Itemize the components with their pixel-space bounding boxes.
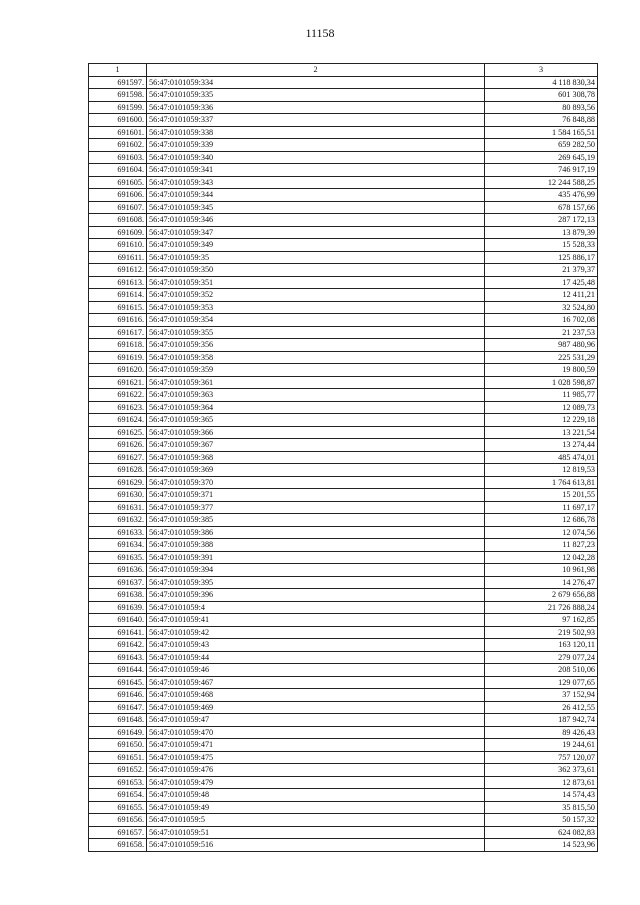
table-row bbox=[89, 376, 598, 389]
cadastral-number-cell: 56:47:0101059:351 bbox=[147, 276, 485, 289]
table-row bbox=[89, 789, 598, 802]
page-number: 11158 bbox=[305, 26, 335, 40]
row-number-cell: 691615. bbox=[89, 301, 147, 314]
row-number-cell: 691613. bbox=[89, 276, 147, 289]
cadastral-value-cell: 50 157,32 bbox=[485, 814, 598, 827]
table-row bbox=[89, 514, 598, 527]
row-number-cell: 691619. bbox=[89, 351, 147, 364]
table-row bbox=[89, 576, 598, 589]
cadastral-number-cell: 56:47:0101059:340 bbox=[147, 151, 485, 164]
table-row bbox=[89, 526, 598, 539]
row-number-cell: 691610. bbox=[89, 239, 147, 252]
cadastral-number-cell: 56:47:0101059:344 bbox=[147, 189, 485, 202]
row-number-cell: 691640. bbox=[89, 614, 147, 627]
table-row bbox=[89, 439, 598, 452]
cadastral-number-cell: 56:47:0101059:371 bbox=[147, 489, 485, 502]
cadastral-value-cell: 13 879,39 bbox=[485, 226, 598, 239]
cadastral-number-cell: 56:47:0101059:4 bbox=[147, 601, 485, 614]
table-row bbox=[89, 801, 598, 814]
cadastral-number-cell: 56:47:0101059:367 bbox=[147, 439, 485, 452]
table-row bbox=[89, 189, 598, 202]
table-row bbox=[89, 326, 598, 339]
cadastral-value-cell: 362 373,61 bbox=[485, 764, 598, 777]
row-number-cell: 691644. bbox=[89, 664, 147, 677]
cadastral-number-cell: 56:47:0101059:391 bbox=[147, 551, 485, 564]
table-row bbox=[89, 164, 598, 177]
row-number-cell: 691612. bbox=[89, 264, 147, 277]
table-row bbox=[89, 814, 598, 827]
cadastral-number-cell: 56:47:0101059:476 bbox=[147, 764, 485, 777]
cadastral-number-cell: 56:47:0101059:470 bbox=[147, 726, 485, 739]
cadastral-value-cell: 32 524,80 bbox=[485, 301, 598, 314]
cadastral-value-table bbox=[88, 63, 598, 852]
cadastral-number-cell: 56:47:0101059:479 bbox=[147, 776, 485, 789]
cadastral-value-cell: 11 985,77 bbox=[485, 389, 598, 402]
cadastral-number-cell: 56:47:0101059:44 bbox=[147, 651, 485, 664]
cadastral-value-cell: 208 510,06 bbox=[485, 664, 598, 677]
cadastral-number-cell: 56:47:0101059:334 bbox=[147, 76, 485, 89]
table-row bbox=[89, 389, 598, 402]
row-number-cell: 691611. bbox=[89, 251, 147, 264]
cadastral-number-cell: 56:47:0101059:337 bbox=[147, 114, 485, 127]
cadastral-number-cell: 56:47:0101059:471 bbox=[147, 739, 485, 752]
cadastral-number-cell: 56:47:0101059:388 bbox=[147, 539, 485, 552]
table-row bbox=[89, 501, 598, 514]
table-row bbox=[89, 476, 598, 489]
table-row bbox=[89, 639, 598, 652]
cadastral-value-cell: 12 074,56 bbox=[485, 526, 598, 539]
cadastral-number-cell: 56:47:0101059:468 bbox=[147, 689, 485, 702]
cadastral-number-cell: 56:47:0101059:335 bbox=[147, 89, 485, 102]
table-row bbox=[89, 714, 598, 727]
table-row bbox=[89, 701, 598, 714]
cadastral-value-cell: 219 502,93 bbox=[485, 626, 598, 639]
cadastral-value-cell: 12 686,78 bbox=[485, 514, 598, 527]
cadastral-number-cell: 56:47:0101059:336 bbox=[147, 101, 485, 114]
row-number-cell: 691606. bbox=[89, 189, 147, 202]
cadastral-value-cell: 21 237,53 bbox=[485, 326, 598, 339]
table-row bbox=[89, 689, 598, 702]
table-row bbox=[89, 276, 598, 289]
table-row bbox=[89, 76, 598, 89]
table-row bbox=[89, 214, 598, 227]
cadastral-value-cell: 80 893,56 bbox=[485, 101, 598, 114]
row-number-cell: 691602. bbox=[89, 139, 147, 152]
row-number-cell: 691636. bbox=[89, 564, 147, 577]
column-header-1: 1 bbox=[89, 64, 147, 77]
table-row bbox=[89, 739, 598, 752]
row-number-cell: 691627. bbox=[89, 451, 147, 464]
column-header-2: 2 bbox=[147, 64, 485, 77]
row-number-cell: 691637. bbox=[89, 576, 147, 589]
row-number-cell: 691634. bbox=[89, 539, 147, 552]
table-row bbox=[89, 776, 598, 789]
cadastral-value-cell: 746 917,19 bbox=[485, 164, 598, 177]
table-row bbox=[89, 664, 598, 677]
row-number-cell: 691607. bbox=[89, 201, 147, 214]
cadastral-value-cell: 287 172,13 bbox=[485, 214, 598, 227]
row-number-cell: 691625. bbox=[89, 426, 147, 439]
cadastral-number-cell: 56:47:0101059:475 bbox=[147, 751, 485, 764]
table-row bbox=[89, 601, 598, 614]
row-number-cell: 691639. bbox=[89, 601, 147, 614]
table-row bbox=[89, 589, 598, 602]
cadastral-value-cell: 17 425,48 bbox=[485, 276, 598, 289]
table-row bbox=[89, 151, 598, 164]
cadastral-value-cell: 125 886,17 bbox=[485, 251, 598, 264]
cadastral-number-cell: 56:47:0101059:51 bbox=[147, 826, 485, 839]
cadastral-number-cell: 56:47:0101059:349 bbox=[147, 239, 485, 252]
row-number-cell: 691638. bbox=[89, 589, 147, 602]
cadastral-number-cell: 56:47:0101059:338 bbox=[147, 126, 485, 139]
cadastral-number-cell: 56:47:0101059:49 bbox=[147, 801, 485, 814]
row-number-cell: 691623. bbox=[89, 401, 147, 414]
row-number-cell: 691652. bbox=[89, 764, 147, 777]
table-row bbox=[89, 451, 598, 464]
row-number-cell: 691624. bbox=[89, 414, 147, 427]
cadastral-number-cell: 56:47:0101059:346 bbox=[147, 214, 485, 227]
cadastral-value-cell: 13 221,54 bbox=[485, 426, 598, 439]
row-number-cell: 691655. bbox=[89, 801, 147, 814]
row-number-cell: 691617. bbox=[89, 326, 147, 339]
cadastral-value-cell: 987 480,96 bbox=[485, 339, 598, 352]
cadastral-number-cell: 56:47:0101059:385 bbox=[147, 514, 485, 527]
cadastral-number-cell: 56:47:0101059:359 bbox=[147, 364, 485, 377]
table-row bbox=[89, 226, 598, 239]
table-row bbox=[89, 251, 598, 264]
row-number-cell: 691654. bbox=[89, 789, 147, 802]
row-number-cell: 691603. bbox=[89, 151, 147, 164]
row-number-cell: 691600. bbox=[89, 114, 147, 127]
cadastral-number-cell: 56:47:0101059:345 bbox=[147, 201, 485, 214]
cadastral-number-cell: 56:47:0101059:42 bbox=[147, 626, 485, 639]
cadastral-number-cell: 56:47:0101059:358 bbox=[147, 351, 485, 364]
cadastral-value-cell: 35 815,50 bbox=[485, 801, 598, 814]
cadastral-number-cell: 56:47:0101059:48 bbox=[147, 789, 485, 802]
table-row bbox=[89, 314, 598, 327]
row-number-cell: 691632. bbox=[89, 514, 147, 527]
table-row bbox=[89, 126, 598, 139]
table-row bbox=[89, 676, 598, 689]
cadastral-number-cell: 56:47:0101059:352 bbox=[147, 289, 485, 302]
row-number-cell: 691643. bbox=[89, 651, 147, 664]
cadastral-value-cell: 4 118 830,34 bbox=[485, 76, 598, 89]
cadastral-number-cell: 56:47:0101059:341 bbox=[147, 164, 485, 177]
cadastral-value-cell: 97 162,85 bbox=[485, 614, 598, 627]
cadastral-value-cell: 12 042,28 bbox=[485, 551, 598, 564]
row-number-cell: 691649. bbox=[89, 726, 147, 739]
table-row bbox=[89, 839, 598, 852]
table-row bbox=[89, 351, 598, 364]
cadastral-value-cell: 89 426,43 bbox=[485, 726, 598, 739]
cadastral-number-cell: 56:47:0101059:46 bbox=[147, 664, 485, 677]
cadastral-value-cell: 1 584 165,51 bbox=[485, 126, 598, 139]
row-number-cell: 691628. bbox=[89, 464, 147, 477]
cadastral-number-cell: 56:47:0101059:377 bbox=[147, 501, 485, 514]
row-number-cell: 691616. bbox=[89, 314, 147, 327]
cadastral-value-cell: 15 201,55 bbox=[485, 489, 598, 502]
cadastral-number-cell: 56:47:0101059:35 bbox=[147, 251, 485, 264]
cadastral-number-cell: 56:47:0101059:354 bbox=[147, 314, 485, 327]
cadastral-value-cell: 435 476,99 bbox=[485, 189, 598, 202]
table-row bbox=[89, 626, 598, 639]
cadastral-number-cell: 56:47:0101059:355 bbox=[147, 326, 485, 339]
cadastral-number-cell: 56:47:0101059:369 bbox=[147, 464, 485, 477]
table-row bbox=[89, 139, 598, 152]
cadastral-value-cell: 19 244,61 bbox=[485, 739, 598, 752]
row-number-cell: 691658. bbox=[89, 839, 147, 852]
cadastral-value-cell: 37 152,94 bbox=[485, 689, 598, 702]
table-row bbox=[89, 726, 598, 739]
cadastral-value-cell: 678 157,66 bbox=[485, 201, 598, 214]
row-number-cell: 691614. bbox=[89, 289, 147, 302]
cadastral-value-cell: 225 531,29 bbox=[485, 351, 598, 364]
row-number-cell: 691621. bbox=[89, 376, 147, 389]
row-number-cell: 691651. bbox=[89, 751, 147, 764]
row-number-cell: 691618. bbox=[89, 339, 147, 352]
cadastral-value-cell: 279 077,24 bbox=[485, 651, 598, 664]
table-row bbox=[89, 401, 598, 414]
cadastral-number-cell: 56:47:0101059:394 bbox=[147, 564, 485, 577]
table-row bbox=[89, 301, 598, 314]
cadastral-value-cell: 163 120,11 bbox=[485, 639, 598, 652]
cadastral-value-cell: 485 474,01 bbox=[485, 451, 598, 464]
row-number-cell: 691626. bbox=[89, 439, 147, 452]
cadastral-number-cell: 56:47:0101059:343 bbox=[147, 176, 485, 189]
cadastral-value-cell: 12 819,53 bbox=[485, 464, 598, 477]
row-number-cell: 691650. bbox=[89, 739, 147, 752]
cadastral-number-cell: 56:47:0101059:370 bbox=[147, 476, 485, 489]
cadastral-value-cell: 21 379,37 bbox=[485, 264, 598, 277]
row-number-cell: 691608. bbox=[89, 214, 147, 227]
table-row bbox=[89, 264, 598, 277]
cadastral-number-cell: 56:47:0101059:368 bbox=[147, 451, 485, 464]
row-number-cell: 691609. bbox=[89, 226, 147, 239]
row-number-cell: 691633. bbox=[89, 526, 147, 539]
table-row bbox=[89, 564, 598, 577]
table-row bbox=[89, 414, 598, 427]
cadastral-value-cell: 12 244 588,25 bbox=[485, 176, 598, 189]
cadastral-number-cell: 56:47:0101059:339 bbox=[147, 139, 485, 152]
table-row bbox=[89, 89, 598, 102]
cadastral-number-cell: 56:47:0101059:396 bbox=[147, 589, 485, 602]
table-row bbox=[89, 239, 598, 252]
row-number-cell: 691641. bbox=[89, 626, 147, 639]
row-number-cell: 691599. bbox=[89, 101, 147, 114]
table-row bbox=[89, 614, 598, 627]
table-row bbox=[89, 764, 598, 777]
row-number-cell: 691647. bbox=[89, 701, 147, 714]
cadastral-value-cell: 624 082,83 bbox=[485, 826, 598, 839]
cadastral-value-cell: 12 873,61 bbox=[485, 776, 598, 789]
cadastral-value-cell: 11 697,17 bbox=[485, 501, 598, 514]
cadastral-value-cell: 1 028 598,87 bbox=[485, 376, 598, 389]
table-row bbox=[89, 339, 598, 352]
row-number-cell: 691631. bbox=[89, 501, 147, 514]
row-number-cell: 691598. bbox=[89, 89, 147, 102]
cadastral-value-cell: 12 229,18 bbox=[485, 414, 598, 427]
table-row bbox=[89, 289, 598, 302]
cadastral-value-cell: 19 800,59 bbox=[485, 364, 598, 377]
table-row bbox=[89, 114, 598, 127]
table-row bbox=[89, 101, 598, 114]
cadastral-value-cell: 2 679 656,88 bbox=[485, 589, 598, 602]
cadastral-number-cell: 56:47:0101059:356 bbox=[147, 339, 485, 352]
cadastral-value-cell: 11 827,23 bbox=[485, 539, 598, 552]
cadastral-number-cell: 56:47:0101059:361 bbox=[147, 376, 485, 389]
table-row bbox=[89, 426, 598, 439]
cadastral-value-cell: 129 077,65 bbox=[485, 676, 598, 689]
row-number-cell: 691630. bbox=[89, 489, 147, 502]
column-header-3: 3 bbox=[485, 64, 598, 77]
cadastral-number-cell: 56:47:0101059:5 bbox=[147, 814, 485, 827]
row-number-cell: 691648. bbox=[89, 714, 147, 727]
row-number-cell: 691656. bbox=[89, 814, 147, 827]
row-number-cell: 691635. bbox=[89, 551, 147, 564]
row-number-cell: 691645. bbox=[89, 676, 147, 689]
table-row bbox=[89, 364, 598, 377]
table-row bbox=[89, 201, 598, 214]
cadastral-value-cell: 26 412,55 bbox=[485, 701, 598, 714]
cadastral-value-cell: 76 848,88 bbox=[485, 114, 598, 127]
cadastral-number-cell: 56:47:0101059:469 bbox=[147, 701, 485, 714]
row-number-cell: 691629. bbox=[89, 476, 147, 489]
cadastral-value-cell: 10 961,98 bbox=[485, 564, 598, 577]
cadastral-value-cell: 659 282,50 bbox=[485, 139, 598, 152]
cadastral-number-cell: 56:47:0101059:363 bbox=[147, 389, 485, 402]
cadastral-number-cell: 56:47:0101059:365 bbox=[147, 414, 485, 427]
cadastral-value-cell: 14 276,47 bbox=[485, 576, 598, 589]
cadastral-value-cell: 21 726 888,24 bbox=[485, 601, 598, 614]
cadastral-number-cell: 56:47:0101059:395 bbox=[147, 576, 485, 589]
cadastral-value-cell: 187 942,74 bbox=[485, 714, 598, 727]
table-row bbox=[89, 489, 598, 502]
table-row bbox=[89, 826, 598, 839]
cadastral-value-cell: 14 574,43 bbox=[485, 789, 598, 802]
row-number-cell: 691601. bbox=[89, 126, 147, 139]
cadastral-value-cell: 12 089,73 bbox=[485, 401, 598, 414]
cadastral-number-cell: 56:47:0101059:353 bbox=[147, 301, 485, 314]
table-row bbox=[89, 651, 598, 664]
cadastral-number-cell: 56:47:0101059:516 bbox=[147, 839, 485, 852]
table-row bbox=[89, 751, 598, 764]
cadastral-value-cell: 269 645,19 bbox=[485, 151, 598, 164]
cadastral-value-cell: 12 411,21 bbox=[485, 289, 598, 302]
cadastral-value-cell: 1 764 613,81 bbox=[485, 476, 598, 489]
cadastral-value-cell: 14 523,96 bbox=[485, 839, 598, 852]
row-number-cell: 691597. bbox=[89, 76, 147, 89]
cadastral-number-cell: 56:47:0101059:347 bbox=[147, 226, 485, 239]
row-number-cell: 691657. bbox=[89, 826, 147, 839]
row-number-cell: 691604. bbox=[89, 164, 147, 177]
table-header-row bbox=[89, 64, 598, 77]
cadastral-value-cell: 601 308,78 bbox=[485, 89, 598, 102]
cadastral-number-cell: 56:47:0101059:350 bbox=[147, 264, 485, 277]
row-number-cell: 691605. bbox=[89, 176, 147, 189]
cadastral-number-cell: 56:47:0101059:41 bbox=[147, 614, 485, 627]
cadastral-number-cell: 56:47:0101059:366 bbox=[147, 426, 485, 439]
table-row bbox=[89, 551, 598, 564]
cadastral-number-cell: 56:47:0101059:386 bbox=[147, 526, 485, 539]
cadastral-value-cell: 16 702,08 bbox=[485, 314, 598, 327]
cadastral-value-cell: 15 528,33 bbox=[485, 239, 598, 252]
cadastral-value-cell: 13 274,44 bbox=[485, 439, 598, 452]
row-number-cell: 691620. bbox=[89, 364, 147, 377]
table-row bbox=[89, 539, 598, 552]
row-number-cell: 691646. bbox=[89, 689, 147, 702]
row-number-cell: 691642. bbox=[89, 639, 147, 652]
cadastral-number-cell: 56:47:0101059:43 bbox=[147, 639, 485, 652]
cadastral-value-cell: 757 120,07 bbox=[485, 751, 598, 764]
row-number-cell: 691622. bbox=[89, 389, 147, 402]
table-row bbox=[89, 176, 598, 189]
row-number-cell: 691653. bbox=[89, 776, 147, 789]
cadastral-number-cell: 56:47:0101059:467 bbox=[147, 676, 485, 689]
cadastral-number-cell: 56:47:0101059:47 bbox=[147, 714, 485, 727]
table-row bbox=[89, 464, 598, 477]
cadastral-number-cell: 56:47:0101059:364 bbox=[147, 401, 485, 414]
